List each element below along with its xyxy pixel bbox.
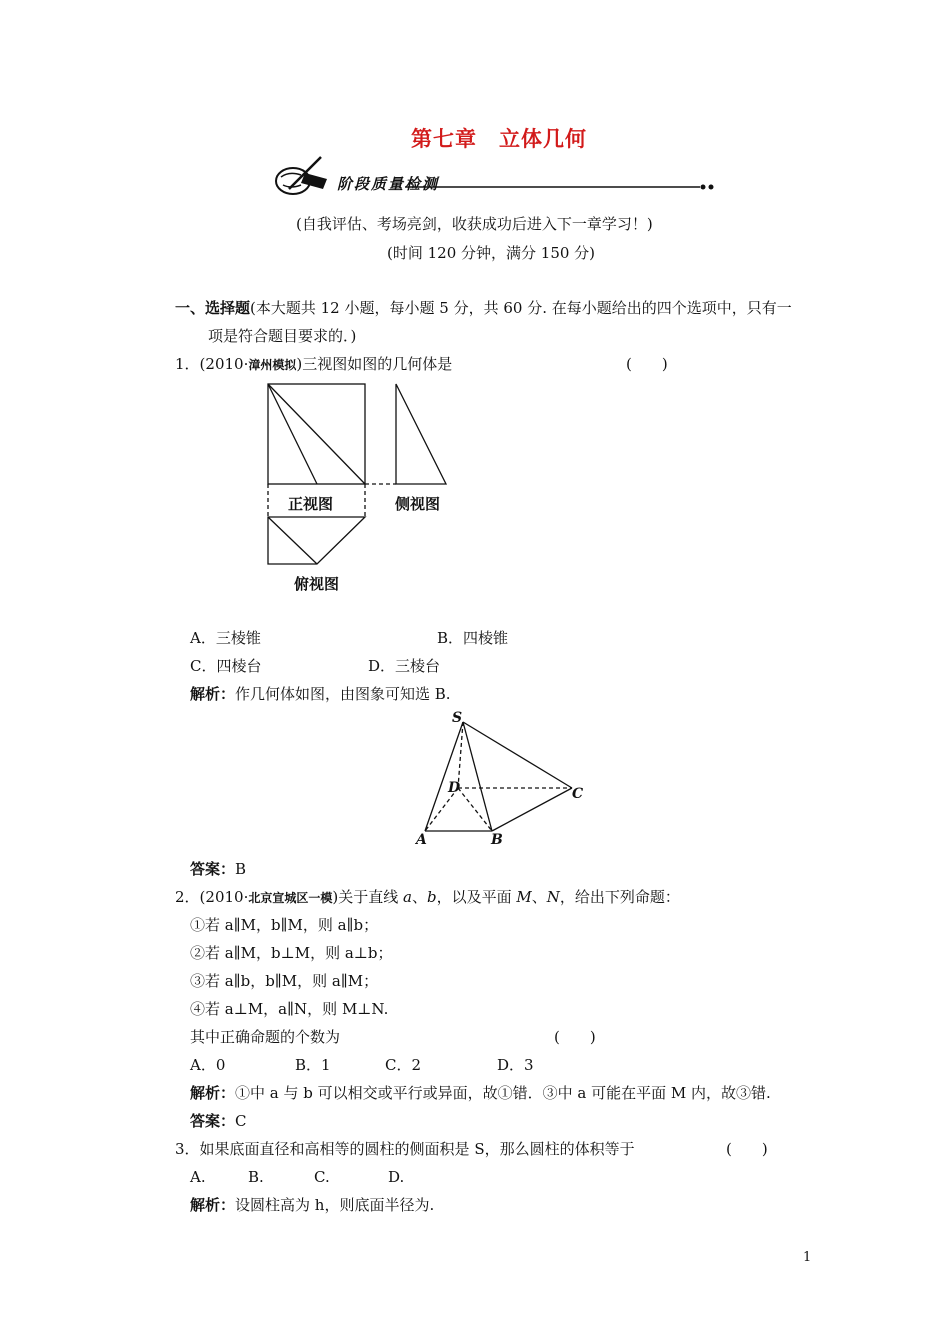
- q1-analysis-text: 作几何体如图，由图象可知选 B.: [235, 685, 451, 703]
- q3-analysis-label: 解析：: [190, 1196, 236, 1214]
- q1-option-b: B．四棱锥: [437, 629, 509, 647]
- q3-stem-text: 如果底面直径和高相等的圆柱的侧面积是 S，那么圆柱的体积等于: [199, 1140, 635, 1158]
- point-b-label: B: [491, 832, 503, 848]
- front-view-label: 正视图: [288, 495, 334, 513]
- q3-option-c: C.: [314, 1168, 330, 1186]
- q2-sep2: 、: [531, 888, 547, 906]
- q2-proposition-4: ④若 a⊥M，a∥N，则 M⊥N.: [190, 1000, 389, 1018]
- q2-answer-label: 答案：: [190, 1112, 236, 1130]
- q2-analysis-text: ①中 a 与 b 可以相交或平行或异面，故①错．③中 a 可能在平面 M 内，故③错.: [235, 1084, 771, 1102]
- section-instruction-line1: (本大题共 12 小题，每小题 5 分，共 60 分. 在每小题给出的四个选项中，只有一: [250, 299, 792, 317]
- q2-stem-suffix: ，给出下列命题：: [559, 888, 680, 906]
- q2-sep1: 、: [411, 888, 427, 906]
- q3-option-b: B.: [248, 1168, 264, 1186]
- stage-banner: [265, 155, 715, 199]
- chapter-title: 第七章 立体几何: [411, 126, 587, 151]
- q2-option-c: C．2: [385, 1056, 422, 1074]
- point-c-label: C: [572, 786, 584, 802]
- q2-option-a: A．0: [190, 1056, 226, 1074]
- time-note: (时间 120 分钟，满分 150 分): [387, 244, 596, 262]
- q2-stem: [175, 887, 680, 908]
- top-view-shape: [268, 517, 365, 564]
- q1-answer-blank: ( ): [626, 355, 668, 373]
- q2-answer-blank: ( ): [554, 1028, 596, 1046]
- q2-source: 北京宣城区一模: [248, 891, 333, 905]
- q1-stem-text: )三视图如图的几何体是: [296, 355, 453, 373]
- section-instruction: [175, 298, 792, 318]
- q2-option-d: D．3: [497, 1056, 534, 1074]
- three-view-figure: [265, 383, 450, 573]
- banner-title: 阶段质量检测: [337, 175, 440, 193]
- q1-option-c: C．四棱台: [190, 657, 262, 675]
- q2-stem-prefix: )关于直线: [332, 888, 403, 906]
- q3-analysis-text: 设圆柱高为 h，则底面半径为.: [235, 1196, 435, 1214]
- q2-number: 2．: [175, 888, 200, 906]
- q3-answer-blank: ( ): [726, 1140, 768, 1158]
- q1-answer-value: B: [235, 860, 247, 878]
- q2-proposition-1: ①若 a∥M，b∥M，则 a∥b；: [190, 916, 379, 934]
- q2-answer-value: C: [235, 1112, 247, 1130]
- q1-stem: [175, 354, 452, 375]
- q2-stem-mid: ，以及平面: [436, 888, 517, 906]
- q2-var-m: M: [516, 888, 532, 906]
- q1-source-open: (2010·: [199, 355, 249, 373]
- q1-source: 漳州模拟: [248, 358, 297, 372]
- q2-analysis-label: 解析：: [190, 1084, 236, 1102]
- q2-proposition-2: ②若 a∥M，b⊥M，则 a⊥b；: [190, 944, 393, 962]
- q3-number: 3．: [175, 1140, 200, 1158]
- q1-number: 1．: [175, 355, 200, 373]
- pen-hand-icon: [265, 155, 715, 199]
- q3-option-a: A.: [190, 1168, 206, 1186]
- q1-option-d: D．三棱台: [368, 657, 441, 675]
- point-a-label: A: [416, 832, 427, 848]
- side-view-label: 侧视图: [395, 495, 441, 513]
- q1-answer-label: 答案：: [190, 860, 236, 878]
- point-s-label: S: [452, 710, 463, 726]
- q2-proposition-3: ③若 a∥b，b∥M，则 a∥M；: [190, 972, 379, 990]
- q3-option-d: D.: [388, 1168, 405, 1186]
- q1-option-a: A．三棱锥: [190, 629, 261, 647]
- q2-question: 其中正确命题的个数为: [190, 1028, 341, 1046]
- q3-stem: [175, 1139, 635, 1159]
- section-heading: 一、选择题: [175, 299, 251, 317]
- subtitle: (自我评估、考场亮剑，收获成功后进入下一章学习！): [296, 215, 653, 233]
- q2-source-open: (2010·: [199, 888, 249, 906]
- section-instruction-line2: 项是符合题目要求的．): [208, 327, 357, 345]
- q2-answer: [190, 1111, 247, 1131]
- q2-analysis: [190, 1083, 771, 1103]
- point-d-label: D: [448, 780, 461, 796]
- page-number: 1: [803, 1250, 812, 1265]
- q2-var-a: a: [402, 888, 412, 906]
- top-view-label: 俯视图: [294, 575, 340, 593]
- q2-var-n: N: [546, 888, 560, 906]
- q2-var-b: b: [426, 888, 437, 906]
- pyramid-figure: [410, 710, 600, 850]
- q1-answer: [190, 859, 246, 879]
- q3-analysis: [190, 1195, 434, 1215]
- q1-analysis: [190, 684, 451, 704]
- side-view-triangle: [396, 384, 446, 484]
- q2-option-b: B．1: [295, 1056, 331, 1074]
- q1-analysis-label: 解析：: [190, 685, 236, 703]
